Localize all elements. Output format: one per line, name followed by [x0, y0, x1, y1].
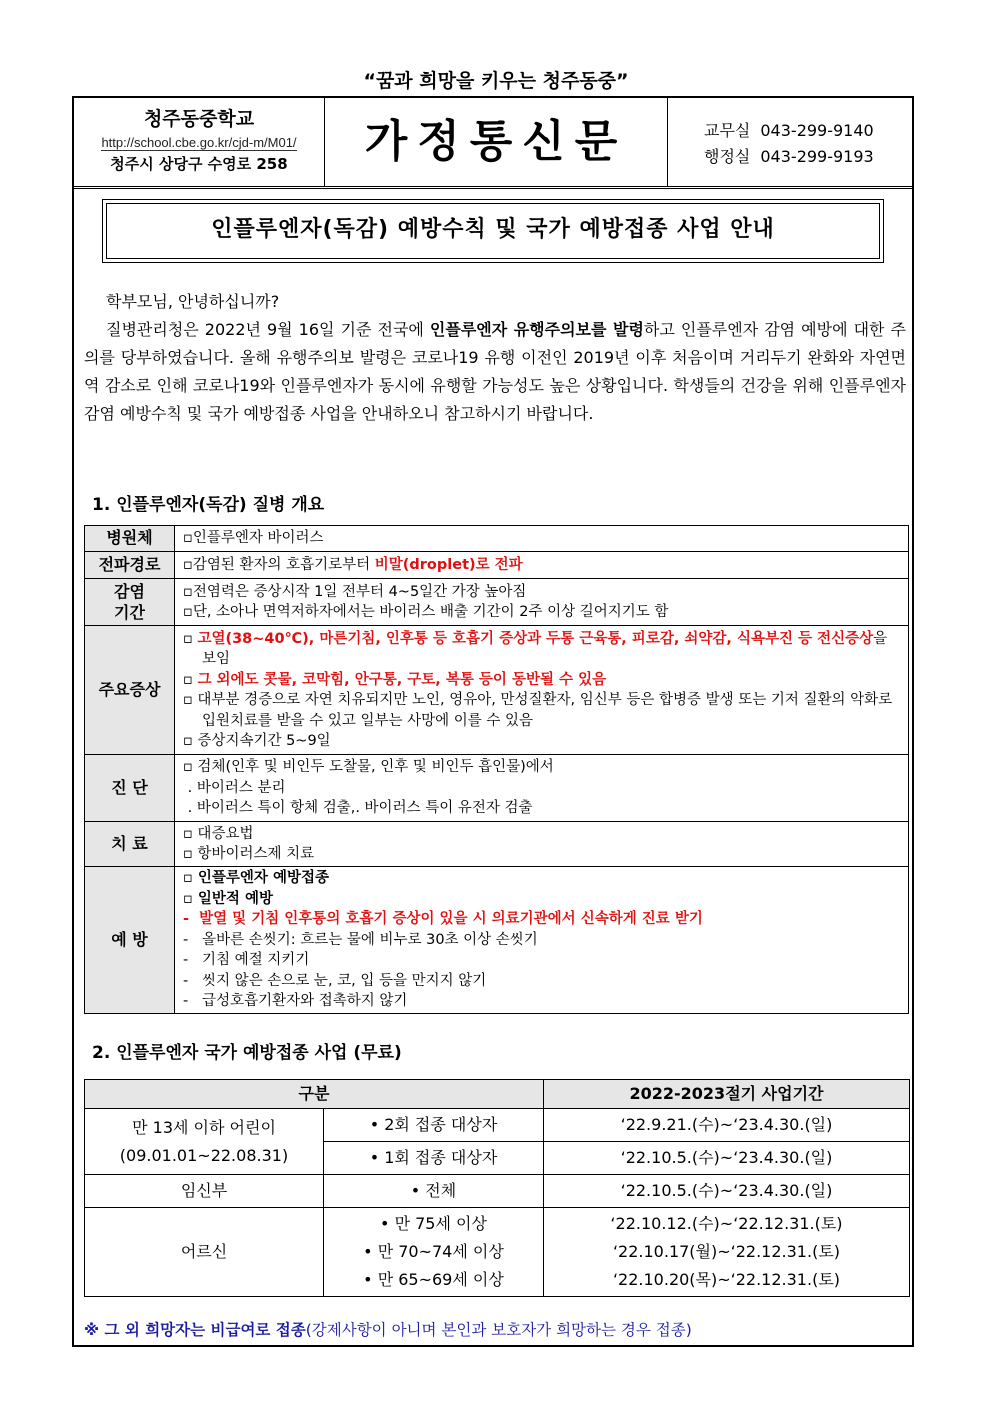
row-line: ▫ 항바이러스제 치료 [183, 846, 315, 862]
newsletter-frame [72, 96, 914, 1347]
row-line: - 올바른 손씻기: 흐르는 물에 비누로 30초 이상 손씻기 [183, 931, 538, 948]
table-row [85, 822, 909, 867]
target-line: • 만 75세 이상 [380, 1214, 487, 1233]
row-red-line: - 발열 및 기침 인후통의 호흡기 증상이 있을 시 의료기관에서 신속하게 진료 받기 [183, 911, 703, 928]
row-line: ▫ 대부분 경증으로 자연 치유되지만 노인, 영유아, 만성질환자, 임신부 등은 합병증 발생 또는 기저 질환의 악화로 입원치료를 받을 수 있고 일부는 사망에 이를 수 있음 [183, 692, 893, 729]
target-cell: • 2회 접종 대상자 [324, 1109, 544, 1142]
bullet: ▫ [183, 671, 198, 688]
section1-title: 1. 인플루엔자(독감) 질병 개요 [92, 495, 325, 515]
row-header: 치 료 [85, 822, 175, 867]
intro-text [84, 288, 906, 428]
school-motto: “꿈과 희망을 키우는 청주동중” [363, 70, 629, 92]
row-line [183, 670, 900, 691]
row-content [175, 867, 909, 1014]
row-red-text: 비말(droplet)로 전파 [374, 556, 523, 573]
row-header: 진 단 [85, 755, 175, 822]
table-row [85, 626, 909, 755]
contact-label: 행정실 [704, 147, 751, 166]
contact-phone: 043-299-9193 [760, 147, 874, 166]
row-line: . 바이러스 분리 [183, 779, 286, 796]
row-line: - 기침 예절 지키기 [183, 952, 310, 969]
row-line: ▫ 증상지속기간 5~9일 [183, 733, 331, 749]
disease-overview-table [84, 525, 909, 1014]
contact-row [704, 144, 874, 170]
row-content: ▫인플루엔자 바이러스 [175, 526, 909, 552]
row-line: ▫ 검체(인후 및 비인두 도찰물, 인후 및 비인두 흡인물)에서 [183, 759, 554, 776]
row-line: ▫단, 소아나 면역저하자에서는 바이러스 배출 기간이 2주 이상 길어지기도 함 [183, 604, 669, 620]
subject-title: 인플루엔자(독감) 예방수칙 및 국가 예방접종 사업 안내 [106, 203, 880, 259]
group-children [85, 1109, 324, 1175]
period-cell: ‘22.10.5.(수)~‘23.4.30.(일) [544, 1175, 910, 1208]
table-row [85, 867, 909, 1014]
newsletter-header [74, 98, 912, 189]
period-line: ‘22.10.17(월)~‘22.12.31.(토) [612, 1242, 841, 1261]
period-line: ‘22.10.20(목)~‘22.12.31.(토) [612, 1270, 841, 1289]
target-cell: • 전체 [324, 1175, 544, 1208]
newsletter-title: 가정통신문 [325, 98, 668, 186]
group-pregnant: 임신부 [85, 1175, 324, 1208]
group-label: 만 13세 이하 어린이 [132, 1117, 276, 1137]
row-red-text: 그 외에도 콧물, 코막힘, 안구통, 구토, 복통 등이 동반될 수 있음 [197, 671, 607, 688]
school-url-link[interactable] [74, 135, 324, 150]
intro-text-part: 하고 인플루엔자 감염 예방에 대한 주의를 당부하였습니다. 올해 유행주의보 발령은 코로나19 유행 이전인 2019년 이후 처음이며 거리두기 완화와 자연면역 감소로 인해 코로나19와 인플루엔자가 동시에 유행할 가능성도 높은 상황입니다. 학생들의 건강을 위해 인플루엔자감염 예방수칙 및 국가 예방접종 사업을 안내하오니 참고하시기 바랍니다. [84, 320, 906, 423]
table-row [85, 579, 909, 626]
table-row [85, 1109, 910, 1142]
row-header: 전파경로 [85, 552, 175, 579]
table-row [85, 755, 909, 822]
table-row [85, 526, 909, 552]
footnote-text: (강제사항이 아니며 본인과 보호자가 희망하는 경우 접종) [305, 1321, 692, 1339]
group-sublabel: (09.01.01~22.08.31) [119, 1145, 289, 1165]
row-content [175, 579, 909, 626]
row-content [175, 552, 909, 579]
section2-title: 2. 인플루엔자 국가 예방접종 사업 (무료) [92, 1043, 402, 1063]
target-line: • 만 65~69세 이상 [363, 1270, 504, 1289]
row-line: ▫ 대증요법 [183, 825, 254, 842]
intro-text-part: 질병관리청은 2022년 9월 16일 기준 전국에 [106, 320, 430, 339]
row-content [175, 755, 909, 822]
target-cell: • 1회 접종 대상자 [324, 1142, 544, 1175]
target-line: • 만 70~74세 이상 [363, 1242, 504, 1261]
vaccination-table [84, 1079, 910, 1297]
row-header-line: 감염 [114, 582, 145, 601]
table-row [85, 1175, 910, 1208]
row-line: . 바이러스 특이 항체 검출,. 바이러스 특이 유전자 검출 [183, 800, 533, 817]
period-cell: ‘22.10.5.(수)~‘23.4.30.(일) [544, 1142, 910, 1175]
target-cell [324, 1208, 544, 1297]
header-period: 2022-2023절기 사업기간 [544, 1080, 910, 1109]
subject-box [102, 199, 884, 263]
row-red-text: 고열(38~40℃), 마른기침, 인후통 등 호흡기 증상과 두통 근육통, 피로감, 쇠약감, 식욕부진 등 전신증상 [197, 630, 874, 647]
row-line: ▫ 인플루엔자 예방접종 [183, 870, 329, 887]
school-address: 청주시 상당구 수영로 258 [110, 155, 288, 173]
footnote-bold: ※ 그 외 희망자는 비급여로 접종 [84, 1321, 306, 1339]
table-row [85, 552, 909, 579]
row-header: 예 방 [85, 867, 175, 1014]
row-text: ▫감염된 환자의 호흡기로부터 [183, 556, 375, 573]
contact-phone: 043-299-9140 [760, 121, 874, 140]
group-elderly: 어르신 [85, 1208, 324, 1297]
row-header-line: 기간 [114, 603, 145, 622]
row-line: ▫전염력은 증상시작 1일 전부터 4~5일간 가장 높아짐 [183, 583, 527, 600]
header-category: 구분 [85, 1080, 544, 1109]
school-info [74, 98, 325, 186]
row-header: 주요증상 [85, 626, 175, 755]
intro-bold-part: 인플루엔자 유행주의보를 발령 [429, 320, 644, 339]
row-line: - 급성호흡기환자와 접촉하지 않기 [183, 993, 408, 1010]
greeting: 학부모님, 안녕하십니까? [106, 292, 280, 311]
period-cell [544, 1208, 910, 1297]
row-content [175, 822, 909, 867]
contact-label: 교무실 [704, 121, 751, 140]
contact-row [704, 118, 874, 144]
school-name: 청주동중학교 [143, 108, 255, 130]
period-line: ‘22.10.12.(수)~‘22.12.31.(토) [610, 1214, 843, 1233]
row-header [85, 579, 175, 626]
school-url[interactable]: http://school.cbe.go.kr/cjd-m/M01/ [101, 135, 297, 150]
row-text: 을 보임 [202, 630, 888, 667]
row-line: - 씻지 않은 손으로 눈, 코, 입 등을 만지지 않기 [183, 972, 487, 989]
table-row [85, 1208, 910, 1297]
row-header: 병원체 [85, 526, 175, 552]
bullet: ▫ [183, 630, 198, 647]
contact-info [704, 118, 874, 170]
period-cell: ‘22.9.21.(수)~‘23.4.30.(일) [544, 1109, 910, 1142]
row-line [183, 629, 900, 670]
intro-paragraph [84, 316, 906, 428]
footnote [84, 1318, 692, 1340]
row-line: ▫ 일반적 예방 [183, 890, 273, 907]
row-content [175, 626, 909, 755]
table-header-row [85, 1080, 910, 1109]
